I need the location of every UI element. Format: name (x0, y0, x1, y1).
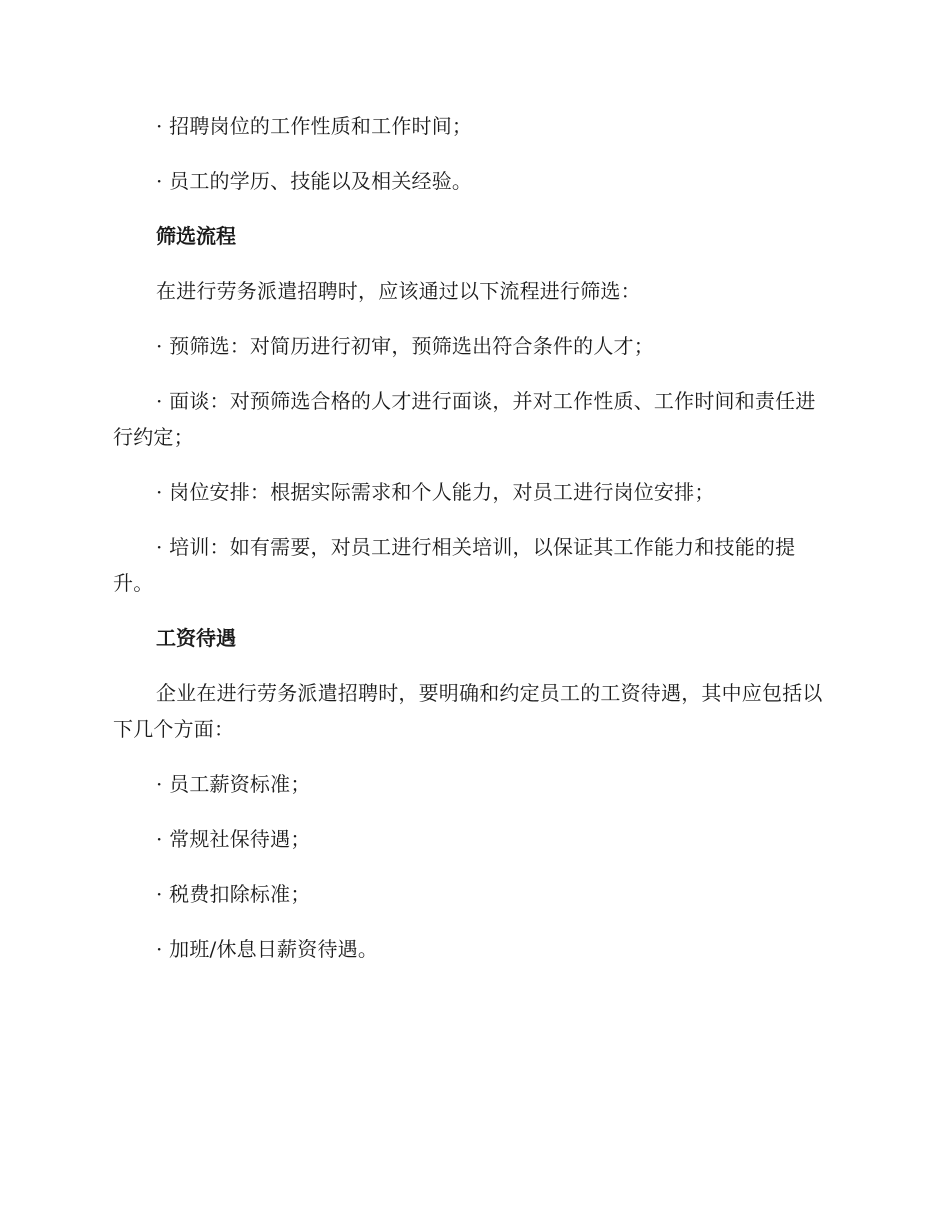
bullet-placement: · 岗位安排：根据实际需求和个人能力，对员工进行岗位安排； (156, 480, 715, 504)
bullet-interview: · 面谈：对预筛选合格的人才进行面谈，并对工作性质、工作时间和责任进行约定； (113, 389, 816, 449)
bullet-tax-deduction: · 税费扣除标准； (156, 882, 311, 906)
bullet-job-nature: · 招聘岗位的工作性质和工作时间； (156, 114, 473, 138)
para-salary-intro: 企业在进行劳务派遣招聘时，要明确和约定员工的工资待遇，其中应包括以下几个方面： (113, 681, 823, 741)
document-body (113, 108, 833, 986)
bullet-salary-standard: · 员工薪资标准； (156, 772, 311, 796)
bullet-training: · 培训：如有需要，对员工进行相关培训，以保证其工作能力和技能的提升。 (113, 535, 796, 595)
para-screening-intro: 在进行劳务派遣招聘时，应该通过以下流程进行筛选： (156, 279, 641, 303)
heading-screening-process: 筛选流程 (156, 224, 236, 248)
bullet-social-insurance: · 常规社保待遇； (156, 827, 311, 851)
bullet-education-skills: · 员工的学历、技能以及相关经验。 (156, 169, 473, 193)
heading-salary-benefits: 工资待遇 (156, 626, 236, 650)
bullet-prescreen: · 预筛选：对简历进行初审，预筛选出符合条件的人才； (156, 334, 654, 358)
bullet-overtime-pay: · 加班/休息日薪资待遇。 (156, 937, 379, 961)
